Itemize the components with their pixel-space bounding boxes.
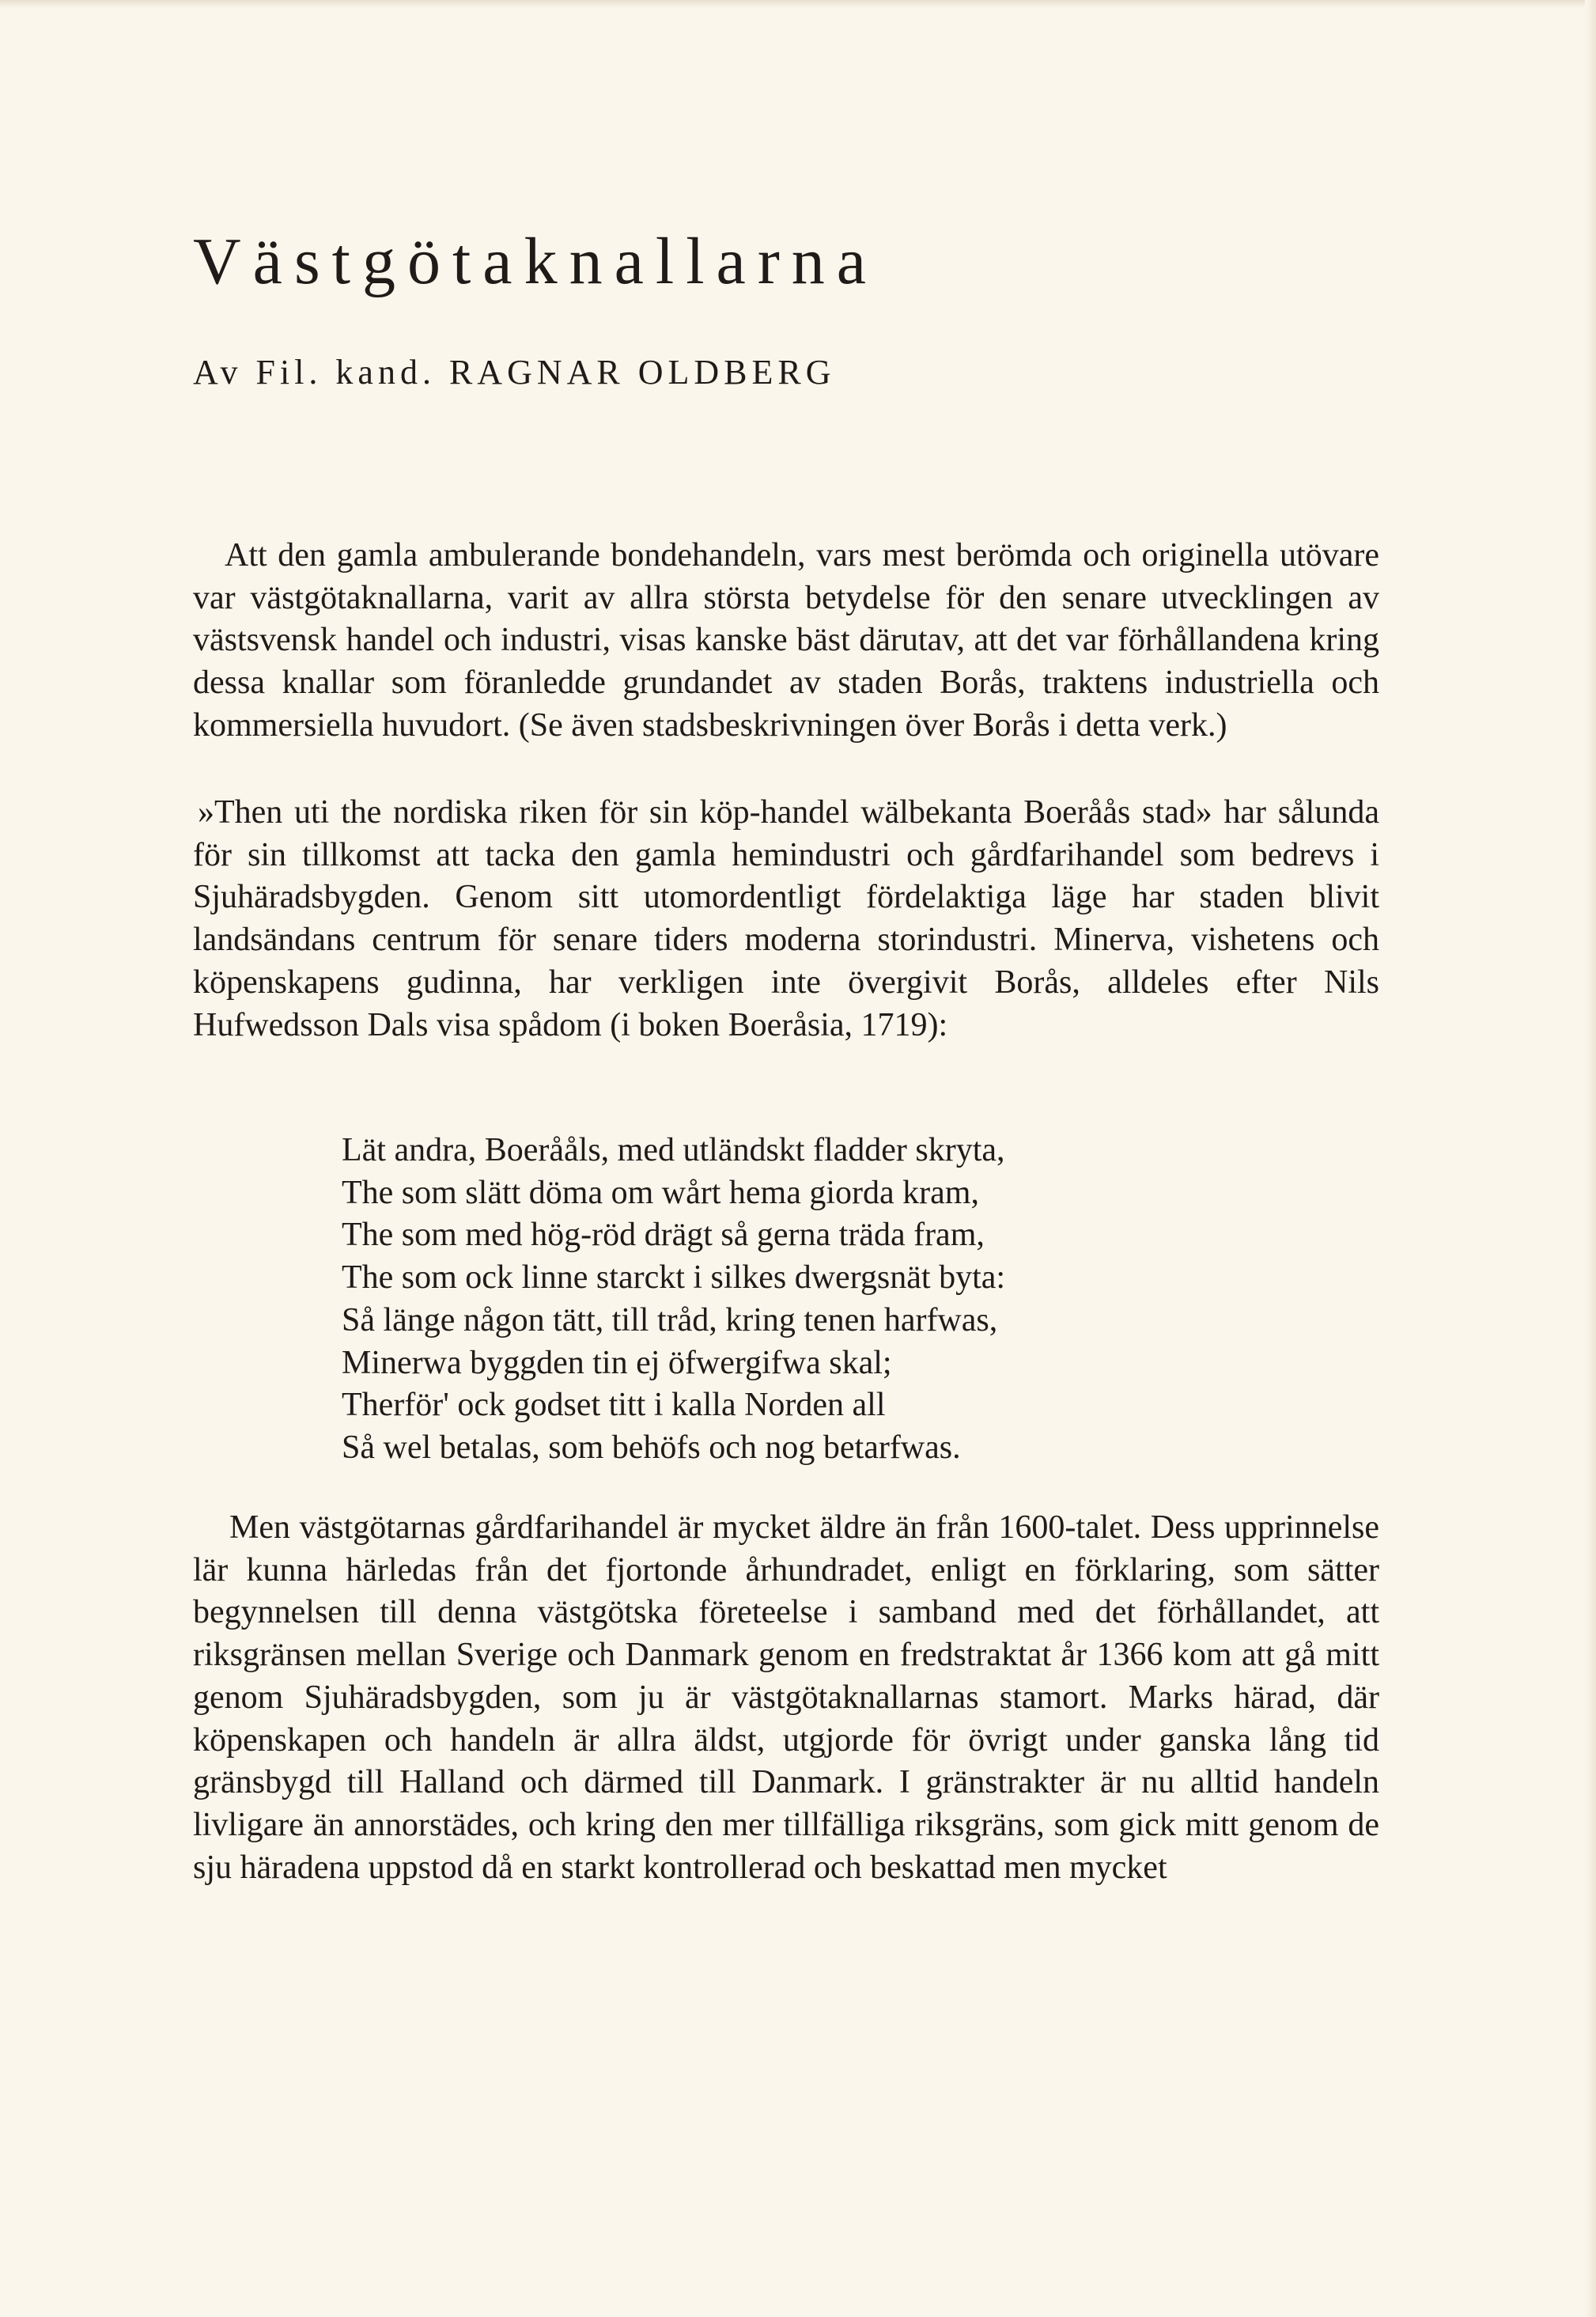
page-top-edge [0,0,1596,8]
paragraph-3: Men västgötarnas gårdfarihandel är mycket äldre än från 1600-talet. Dess upprinnelse lär kunna härledas från det fjortonde århundradet, enligt en förklaring, som sätter begynnelsen till denna västgötska företeelse i samband med det förhållandet, att riksgränsen mellan Sverige och Danmark genom en fredstraktat år 1366 kom att gå mitt genom Sjuhäradsbygden, som ju är västgötaknallarnas stamort. Marks härad, där köpenskapen och handeln är allra äldst, utgjorde för övrigt under ganska lång tid gränsbygd till Halland och därmed till Danmark. I gränstrakter är nu alltid handeln livligare än annorstädes, och kring den mer tillfälliga riksgräns, som gick mitt genom de sju häradena uppstod då en starkt kontrollerad och beskattad men mycket [193,1509,1379,1886]
poem-quote [342,1130,1005,1470]
poem-line: Minerwa byggden tin ej öfwergifwa skal; [342,1344,892,1381]
poem-line: Så länge någon tätt, till tråd, kring tenen harfwas, [342,1301,998,1338]
article-title: Västgötaknallarna [193,225,879,298]
poem-line: The som slätt döma om wårt hema giorda kram, [342,1174,979,1211]
paragraph-1: Att den gamla ambulerande bondehandeln, vars mest berömda och originella utövare var västgötaknallarna, varit av allra största betydelse för den senare utvecklingen av västsvensk handel och industri, visas kanske bäst därutav, att det var förhållandena kring dessa knallar som föranledde grundandet av staden Borås, traktens industriella och kommersiella huvudort. (Se även stadsbeskrivningen över Borås i detta verk.) [193,537,1379,744]
poem-line: The som med hög-röd drägt så gerna träda fram, [342,1217,985,1254]
author-byline: Av Fil. kand. RAGNAR OLDBERG [193,353,836,392]
poem-line: Så wel betalas, som behöfs och nog betarfwas. [342,1429,961,1466]
poem-line: The som ock linne starckt i silkes dwergsnät byta: [342,1259,1006,1297]
paragraph-2: »Then uti the nordiska riken för sin köp-handel wälbekanta Boeråås stad» har sålunda för sin tillkomst att tacka den gamla hemindustri och gårdfarihandel som bedrevs i Sjuhäradsbygden. Genom sitt utomordentligt fördelaktiga läge har staden blivit landsändans centrum för senare tiders moderna storindustri. Minerva, vishetens och köpenskapens gudinna, har verkligen inte övergivit Borås, alldeles efter Nils Hufwedsson Dals visa spådom (i boken Boeråsia, 1719): [193,794,1379,1043]
page-right-edge [1585,0,1596,2317]
poem-line: Therför' ock godset titt i kalla Norden all [342,1387,886,1424]
poem-line: Lät andra, Boerååls, med utländskt fladder skryta, [342,1132,1005,1168]
